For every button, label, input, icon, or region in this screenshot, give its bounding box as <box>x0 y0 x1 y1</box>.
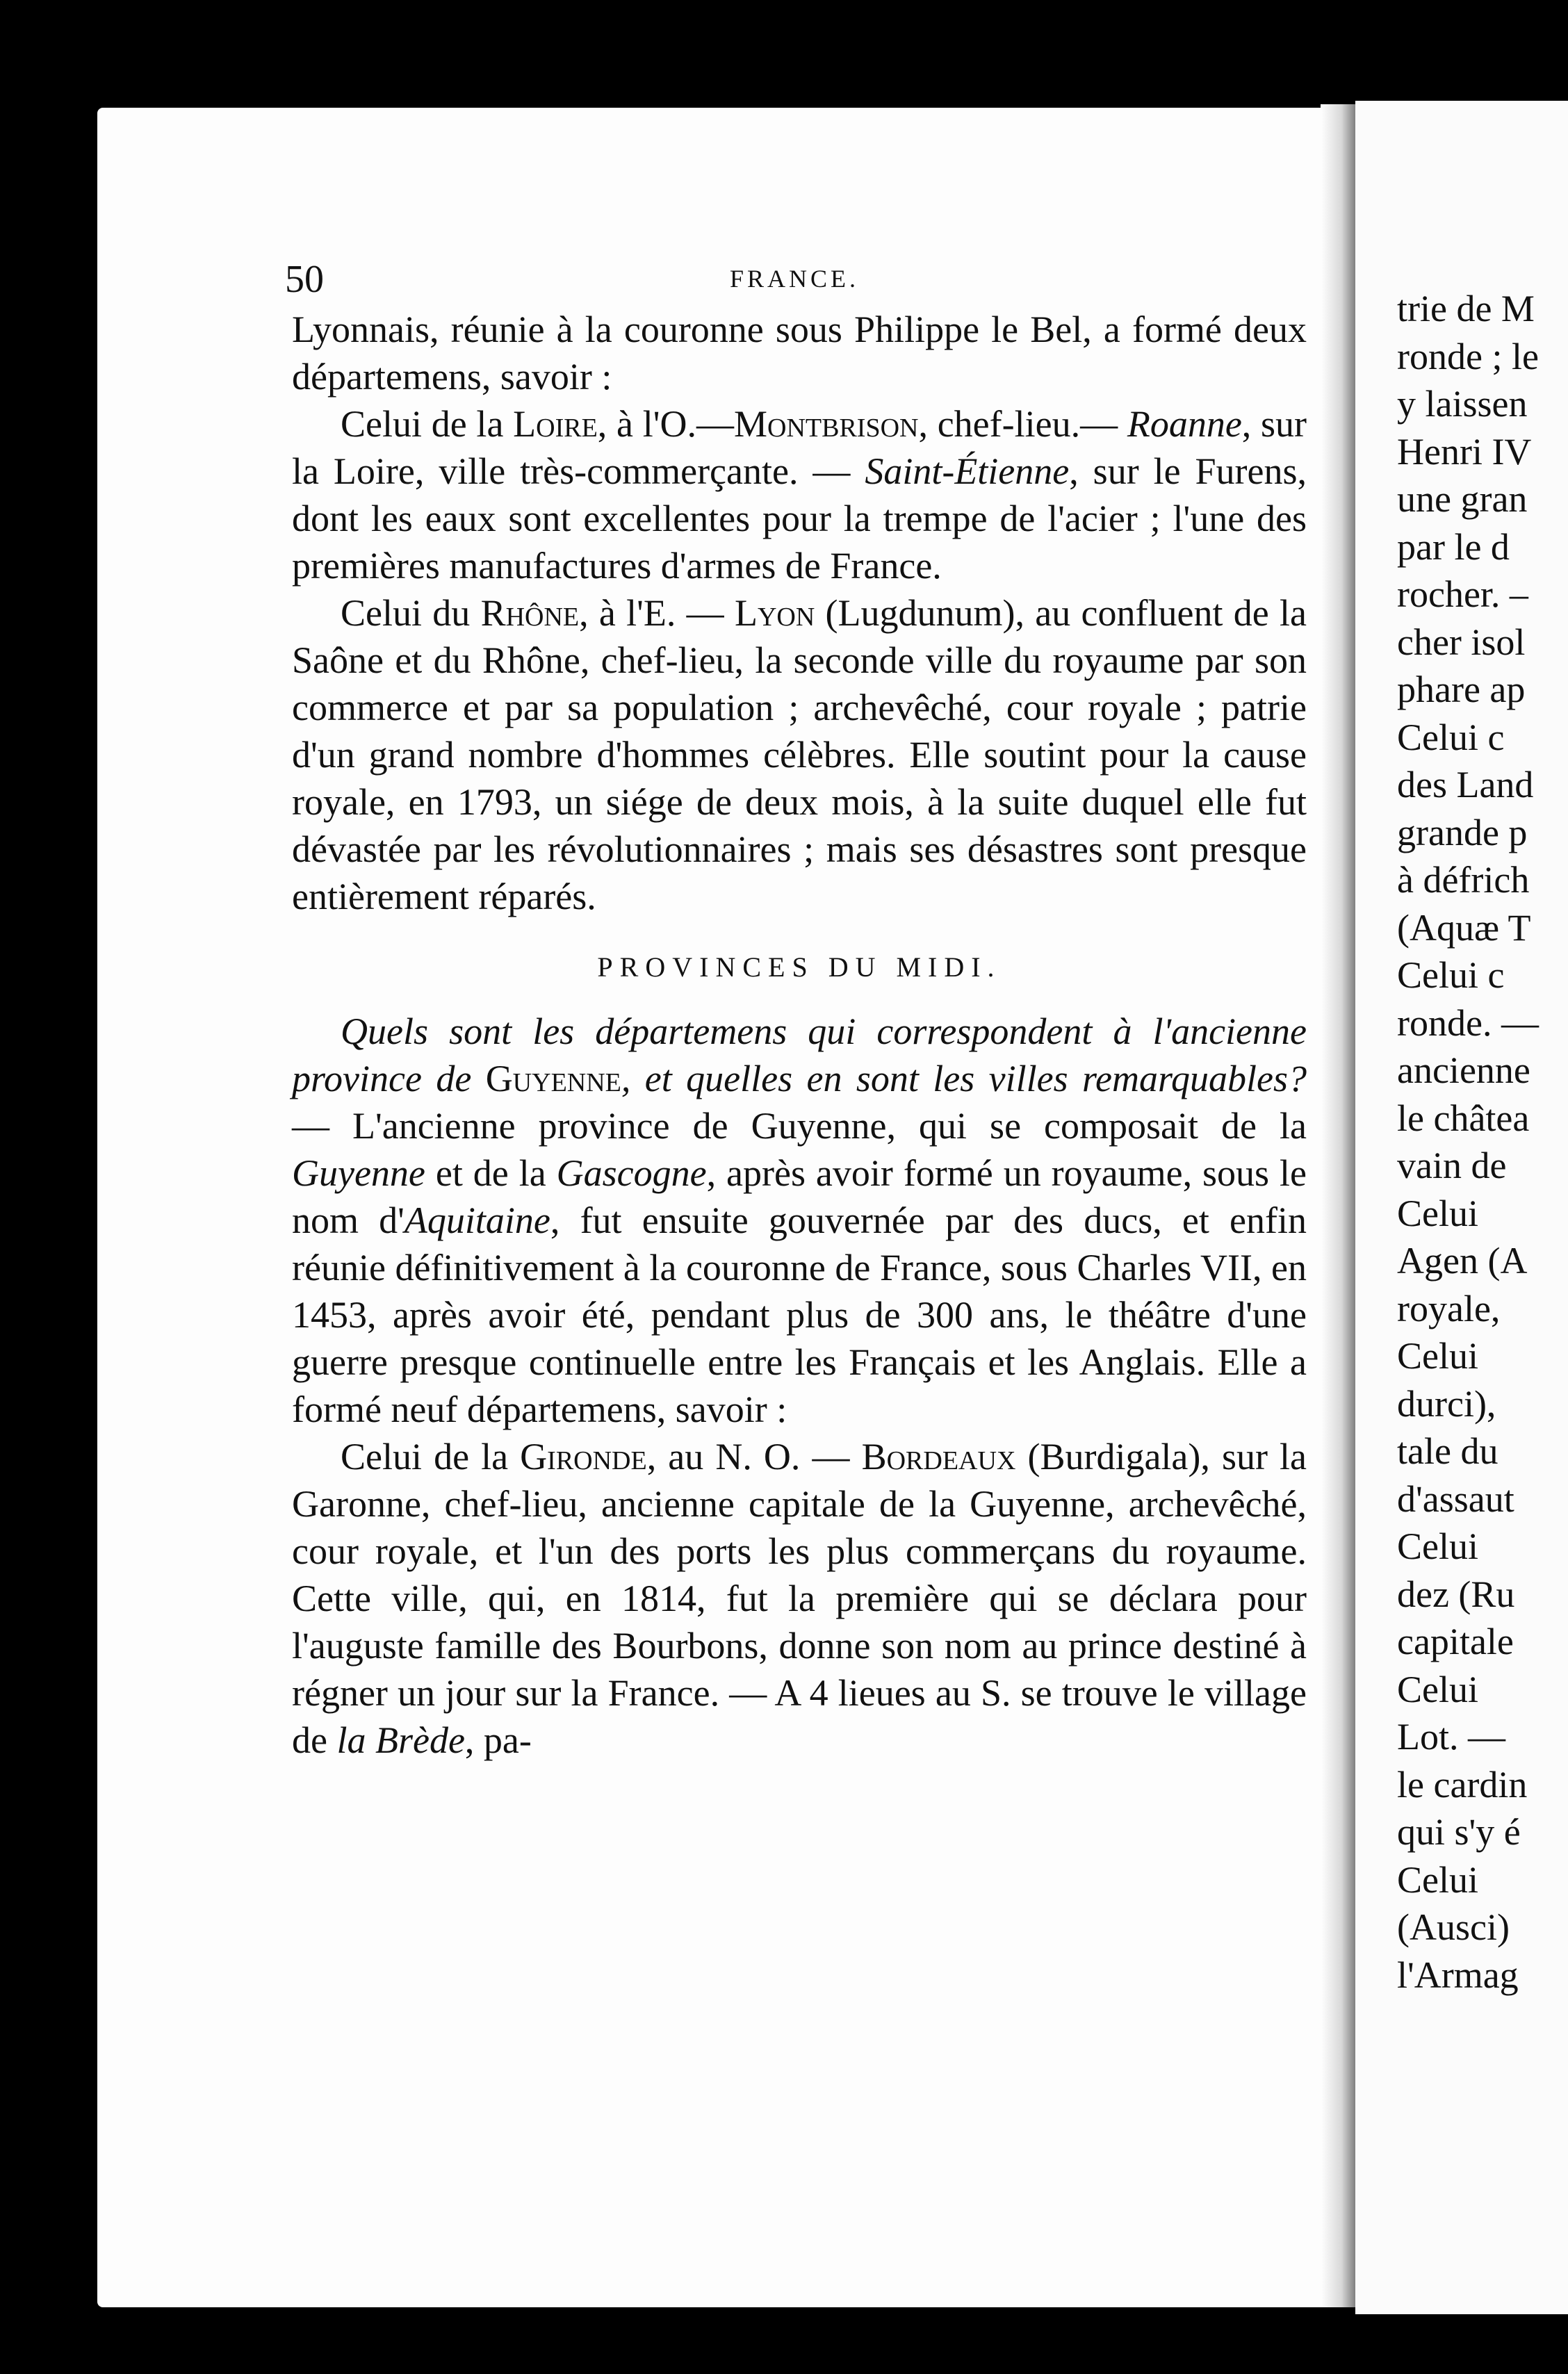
right-page-text-fragment <box>1397 285 1568 1999</box>
right-line: rocher. – <box>1397 573 1528 615</box>
paragraph-lyonnais: Lyonnais, réunie à la couronne sous Philippe le Bel, a formé deux départemens, savoir : <box>292 309 1307 398</box>
running-head: FRANCE. <box>730 265 860 293</box>
right-line: tale du <box>1397 1430 1498 1472</box>
right-line: trie de M <box>1397 288 1535 329</box>
right-line: (Aquæ T <box>1397 906 1531 949</box>
paragraph-loire: Celui de la Loire, à l'O.—Montbrison, chef-lieu.— Roanne, sur la Loire, ville très-commerçante. — Saint-Étienne, sur le Furens, dont les eaux sont excellentes pour la trempe de l'acier ; l'une des premières manufactures d'armes de France. <box>292 403 1307 587</box>
right-line: Celui <box>1397 1335 1478 1377</box>
right-line: Agen (A <box>1397 1240 1528 1282</box>
right-line: ronde. — <box>1397 1001 1539 1044</box>
right-line: le cardin <box>1397 1763 1528 1806</box>
right-line: par le d <box>1397 525 1510 568</box>
right-line: cher isol <box>1397 621 1526 663</box>
right-line: (Ausci) <box>1397 1906 1510 1948</box>
right-line: Lot. — <box>1397 1716 1505 1758</box>
right-line: vain de <box>1397 1145 1507 1186</box>
right-line: l'Armag <box>1397 1954 1519 1996</box>
section-heading: PROVINCES DU MIDI. <box>597 951 1002 983</box>
right-line: des Land <box>1397 764 1534 805</box>
paragraph-gironde: Celui de la Gironde, au N. O. — Bordeaux (Burdigala), sur la Garonne, chef-lieu, ancienne capitale de la Guyenne, archevêché, cour royale, et l'un des ports les plus commerçans du royaume. Cette ville, qui, en 1814, fut la première qui se déclara pour l'auguste famille des Bourbons, donne son nom au prince destiné à régner un jour sur la France. — A 4 lieues au S. se trouve le village de la Brède, pa- <box>292 1436 1307 1761</box>
paragraph-rhone: Celui du Rhône, à l'E. — Lyon (Lugdunum), au confluent de la Saône et du Rhône, chef-lieu, la seconde ville du royaume par son commerce et par sa population ; archevêché, cour royale ; patrie d'un grand nombre d'hommes célèbres. Elle soutint pour la cause royale, en 1793, un siége de deux mois, à la suite duquel elle fut dévastée par les révolutionnaires ; mais ses désastres sont presque entièrement réparés. <box>292 592 1307 917</box>
right-line: Celui <box>1397 1525 1478 1567</box>
page-header <box>285 257 1314 299</box>
right-line: Celui <box>1397 1668 1478 1710</box>
right-line: à défrich <box>1397 859 1530 901</box>
right-line: Henri IV <box>1397 430 1532 473</box>
page-number: 50 <box>285 258 324 301</box>
right-line: dez (Ru <box>1397 1573 1515 1615</box>
right-line: qui s'y é <box>1397 1811 1521 1853</box>
right-line: Celui <box>1397 1192 1478 1234</box>
right-line: grande p <box>1397 811 1528 853</box>
right-line: durci), <box>1397 1382 1496 1425</box>
right-line: ancienne <box>1397 1049 1530 1091</box>
paragraph-guyenne: Quels sont les départemens qui correspondent à l'ancienne province de Guyenne, et quelles en sont les villes remarquables? — L'ancienne province de Guyenne, qui se composait de la Guyenne et de la Gascogne, après avoir formé un royaume, sous le nom d'Aquitaine, fut ensuite gouvernée par des ducs, et enfin réunie définitivement à la couronne de France, sous Charles VII, en 1453, après avoir été, pendant plus de 300 ans, le théâtre d'une guerre presque continuelle entre les Français et les Anglais. Elle a formé neuf départemens, savoir : <box>292 1010 1307 1430</box>
right-line: ronde ; le <box>1397 335 1539 377</box>
right-line: Celui c <box>1397 716 1505 758</box>
right-line: Celui <box>1397 1858 1478 1901</box>
right-line: une gran <box>1397 478 1528 520</box>
right-line: d'assaut <box>1397 1477 1514 1520</box>
right-line: Celui c <box>1397 954 1505 996</box>
main-text-column <box>292 306 1307 1764</box>
right-line: royale, <box>1397 1287 1501 1329</box>
right-line: capitale <box>1397 1621 1514 1662</box>
right-line: y laissen <box>1397 383 1528 425</box>
right-line: le châtea <box>1397 1097 1530 1139</box>
right-line: phare ap <box>1397 669 1526 710</box>
